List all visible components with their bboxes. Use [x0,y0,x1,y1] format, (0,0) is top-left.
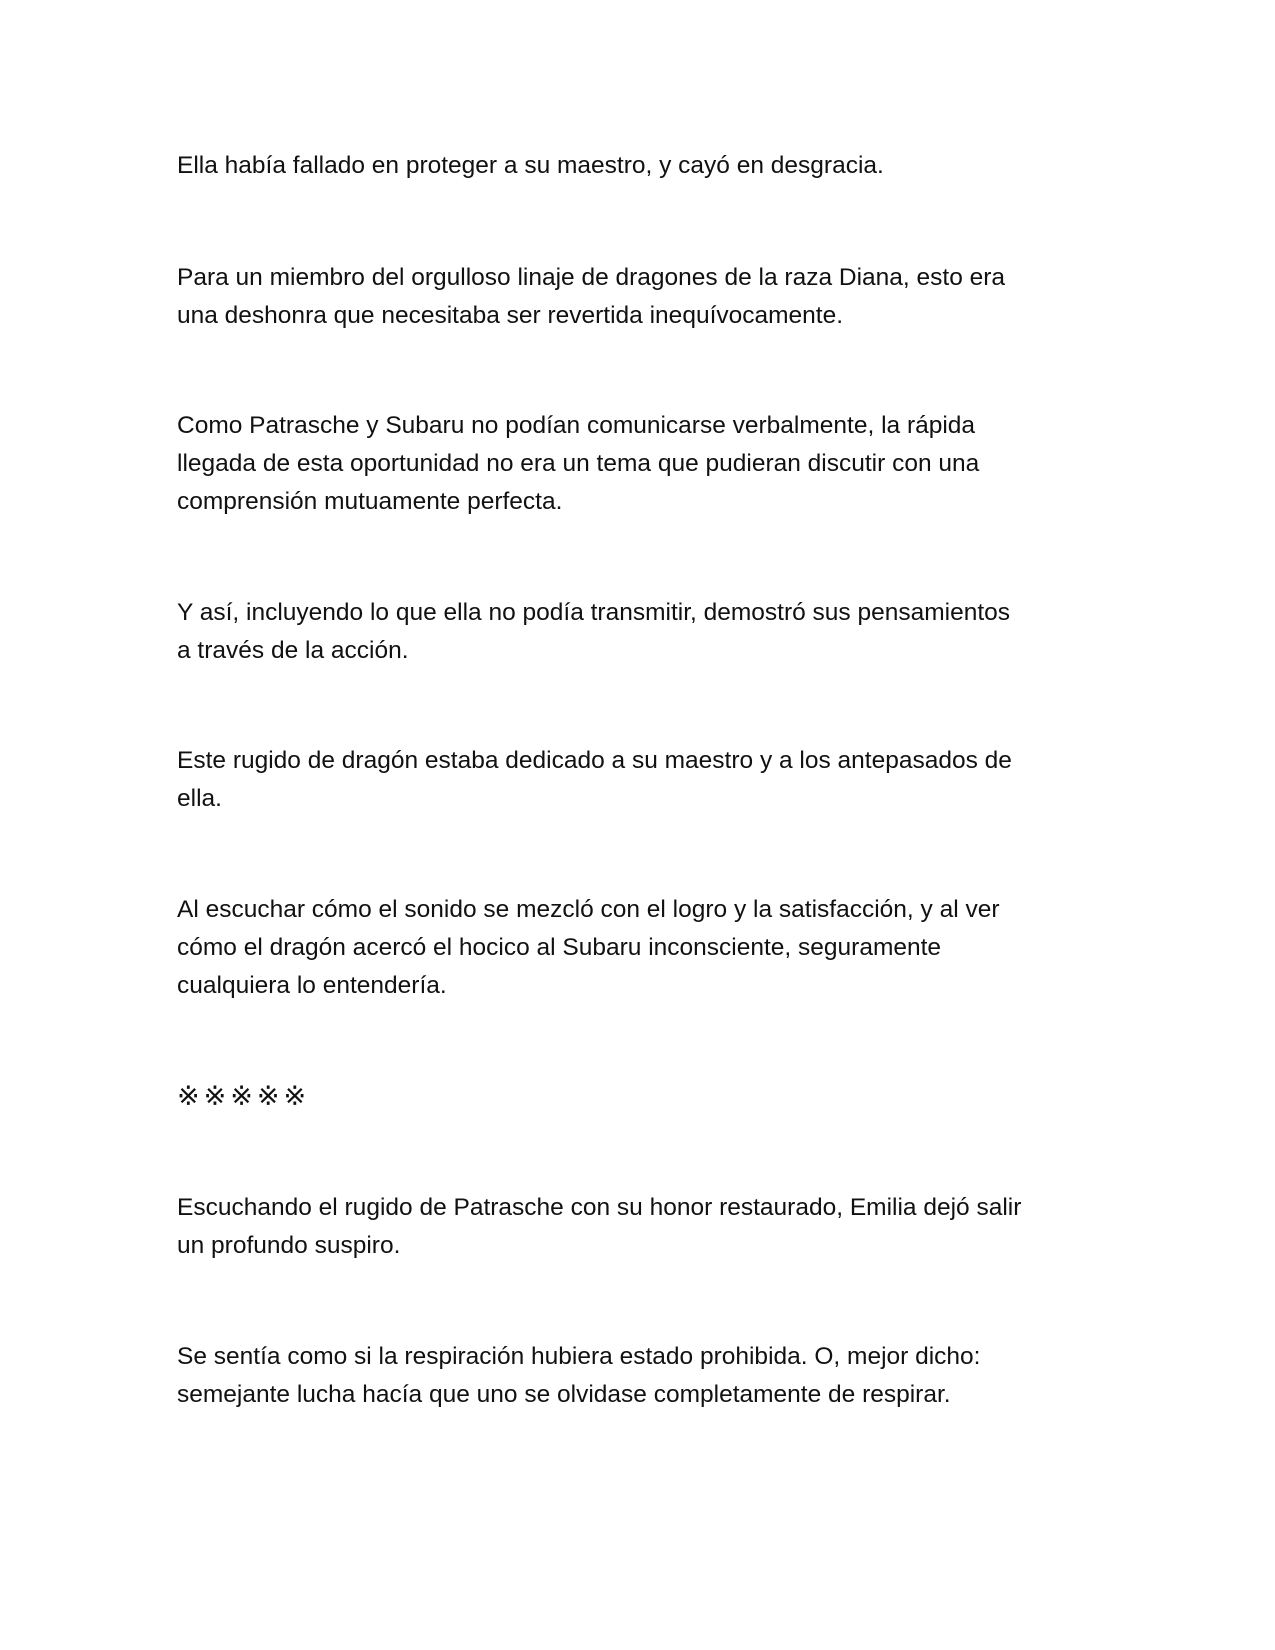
text-line: Al escuchar cómo el sonido se mezcló con el logro y la satisfacción, y al ver [177,896,1000,923]
paragraph-2 [177,259,1107,335]
text-line: Este rugido de dragón estaba dedicado a su maestro y a los antepasados de [177,747,1012,774]
paragraph-5 [177,742,1107,818]
paragraph-4 [177,594,1107,670]
text-line: Y así, incluyendo lo que ella no podía transmitir, demostró sus pensamientos [177,599,1011,626]
paragraph-3 [177,407,1107,521]
paragraph-6 [177,891,1107,1005]
text-line: a través de la acción. [177,637,409,664]
text-line: comprensión mutuamente perfecta. [177,488,563,515]
text-line: Para un miembro del orgulloso linaje de dragones de la raza Diana, esto era [177,264,1006,291]
text-line: cualquiera lo entendería. [177,972,447,999]
text-line: un profundo suspiro. [177,1232,401,1259]
text-line: Como Patrasche y Subaru no podían comunicarse verbalmente, la rápida [177,412,976,439]
text-line: Escuchando el rugido de Patrasche con su honor restaurado, Emilia dejó salir [177,1194,1022,1221]
text-line: ella. [177,785,222,812]
paragraph-8 [177,1338,1107,1414]
text-line: Se sentía como si la respiración hubiera estado prohibida. O, mejor dicho: [177,1343,981,1370]
scene-separator: ※※※※※ [177,1081,311,1112]
paragraph-1 [177,147,1107,185]
paragraph-7 [177,1189,1107,1265]
text-line: llegada de esta oportunidad no era un tema que pudieran discutir con una [177,450,980,477]
text-line: cómo el dragón acercó el hocico al Subaru inconsciente, seguramente [177,934,942,961]
text-line: semejante lucha hacía que uno se olvidase completamente de respirar. [177,1381,951,1408]
text-line: Ella había fallado en proteger a su maestro, y cayó en desgracia. [177,152,884,179]
text-line: una deshonra que necesitaba ser revertida inequívocamente. [177,302,844,329]
